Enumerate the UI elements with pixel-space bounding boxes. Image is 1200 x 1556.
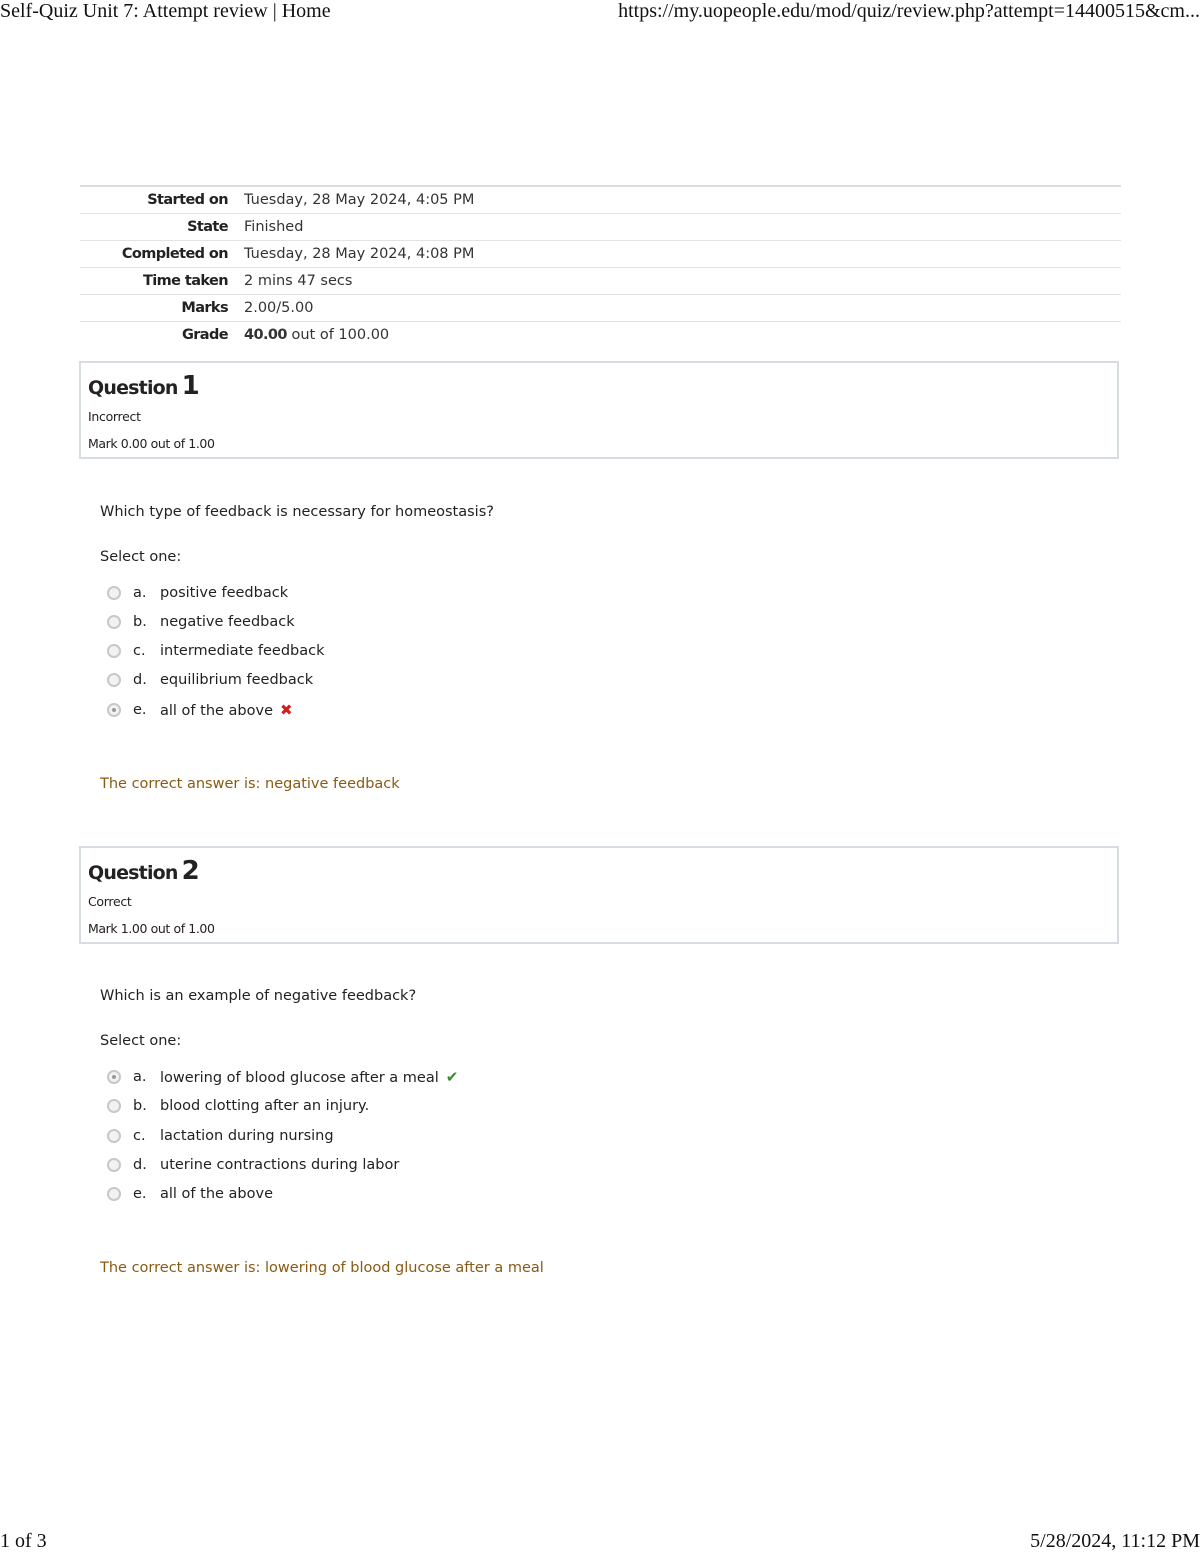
incorrect-x-icon: ✖ bbox=[280, 700, 293, 719]
question-2-text: Which is an example of negative feedback? bbox=[100, 988, 417, 1004]
option-text: lowering of blood glucose after a meal ✔ bbox=[160, 1067, 459, 1086]
option-text: lactation during nursing bbox=[160, 1128, 334, 1144]
option-text: positive feedback bbox=[160, 585, 289, 601]
summary-row-completed bbox=[80, 241, 1121, 268]
question-2-option-b[interactable] bbox=[107, 1096, 370, 1116]
question-mark: Mark 0.00 out of 1.00 bbox=[88, 436, 215, 451]
summary-value: Finished bbox=[244, 219, 304, 235]
question-1-option-d[interactable] bbox=[107, 670, 314, 690]
option-text: all of the above ✖ bbox=[160, 700, 293, 719]
summary-value: 2.00/5.00 bbox=[244, 300, 314, 316]
summary-value bbox=[228, 322, 389, 348]
summary-label: Completed on bbox=[121, 246, 228, 262]
question-2-prompt: Select one: bbox=[100, 1033, 182, 1049]
question-number: 1 bbox=[181, 371, 199, 401]
question-title: Question 1 bbox=[88, 371, 199, 401]
question-mark: Mark 1.00 out of 1.00 bbox=[88, 921, 215, 936]
option-letter: a. bbox=[133, 585, 147, 601]
radio-button[interactable] bbox=[107, 1129, 121, 1143]
option-text: equilibrium feedback bbox=[160, 672, 314, 688]
question-1-prompt: Select one: bbox=[100, 549, 182, 565]
question-2-option-d[interactable] bbox=[107, 1155, 400, 1175]
question-1-option-e[interactable] bbox=[107, 700, 293, 720]
question-1-option-a[interactable] bbox=[107, 583, 289, 603]
question-1-info bbox=[79, 361, 1119, 459]
option-letter: b. bbox=[133, 1098, 147, 1114]
question-1-option-c[interactable] bbox=[107, 641, 325, 661]
summary-row-time-taken bbox=[80, 268, 1121, 295]
summary-value: 2 mins 47 secs bbox=[244, 273, 353, 289]
correct-check-icon: ✔ bbox=[445, 1067, 459, 1086]
question-2-info bbox=[79, 846, 1119, 944]
question-state: Correct bbox=[88, 894, 132, 909]
print-header bbox=[0, 0, 1200, 26]
radio-button[interactable] bbox=[107, 1187, 121, 1201]
summary-label: Grade bbox=[181, 327, 228, 343]
summary-label: Marks bbox=[181, 300, 228, 316]
print-datetime: 5/28/2024, 11:12 PM bbox=[1030, 1530, 1200, 1552]
option-letter: a. bbox=[133, 1069, 147, 1085]
option-letter: c. bbox=[133, 1128, 146, 1144]
option-letter: e. bbox=[133, 702, 147, 718]
question-1-option-b[interactable] bbox=[107, 612, 295, 632]
summary-label: Started on bbox=[147, 192, 228, 208]
grade-out-of: out of 100.00 bbox=[291, 327, 390, 343]
page-count: 1 of 3 bbox=[0, 1530, 47, 1552]
option-text: negative feedback bbox=[160, 614, 295, 630]
attempt-summary-table bbox=[80, 185, 1121, 348]
radio-button[interactable] bbox=[107, 1158, 121, 1172]
question-2-option-e[interactable] bbox=[107, 1184, 274, 1204]
option-text: blood clotting after an injury. bbox=[160, 1098, 370, 1114]
option-text: uterine contractions during labor bbox=[160, 1157, 400, 1173]
question-2-option-a[interactable] bbox=[107, 1067, 459, 1087]
summary-label: State bbox=[187, 219, 228, 235]
print-footer bbox=[0, 1530, 1200, 1556]
summary-value: Tuesday, 28 May 2024, 4:05 PM bbox=[244, 192, 475, 208]
question-number: 2 bbox=[181, 856, 199, 886]
option-text: all of the above bbox=[160, 1186, 274, 1202]
option-letter: b. bbox=[133, 614, 147, 630]
radio-button[interactable] bbox=[107, 644, 121, 658]
radio-button-selected[interactable] bbox=[107, 703, 121, 717]
summary-row-started bbox=[80, 187, 1121, 214]
summary-row-grade bbox=[80, 322, 1121, 348]
option-letter: d. bbox=[133, 1157, 147, 1173]
question-title: Question 2 bbox=[88, 856, 199, 886]
question-1-correct-answer: The correct answer is: negative feedback bbox=[100, 776, 400, 792]
option-letter: c. bbox=[133, 643, 146, 659]
summary-value: Tuesday, 28 May 2024, 4:08 PM bbox=[244, 246, 475, 262]
radio-button-selected[interactable] bbox=[107, 1070, 121, 1084]
radio-button[interactable] bbox=[107, 673, 121, 687]
summary-row-marks bbox=[80, 295, 1121, 322]
question-1-text: Which type of feedback is necessary for homeostasis? bbox=[100, 504, 494, 520]
option-letter: d. bbox=[133, 672, 147, 688]
summary-label: Time taken bbox=[143, 273, 228, 289]
option-letter: e. bbox=[133, 1186, 147, 1202]
option-text: intermediate feedback bbox=[160, 643, 325, 659]
page-url: https://my.uopeople.edu/mod/quiz/review.php?attempt=14400515&cm... bbox=[618, 0, 1200, 22]
grade-score: 40.00 bbox=[244, 327, 287, 343]
question-2-correct-answer: The correct answer is: lowering of blood glucose after a meal bbox=[100, 1260, 544, 1276]
question-state: Incorrect bbox=[88, 409, 141, 424]
question-2-option-c[interactable] bbox=[107, 1126, 334, 1146]
page-title: Self-Quiz Unit 7: Attempt review | Home bbox=[0, 0, 331, 22]
radio-button[interactable] bbox=[107, 1099, 121, 1113]
summary-row-state bbox=[80, 214, 1121, 241]
radio-button[interactable] bbox=[107, 586, 121, 600]
radio-button[interactable] bbox=[107, 615, 121, 629]
